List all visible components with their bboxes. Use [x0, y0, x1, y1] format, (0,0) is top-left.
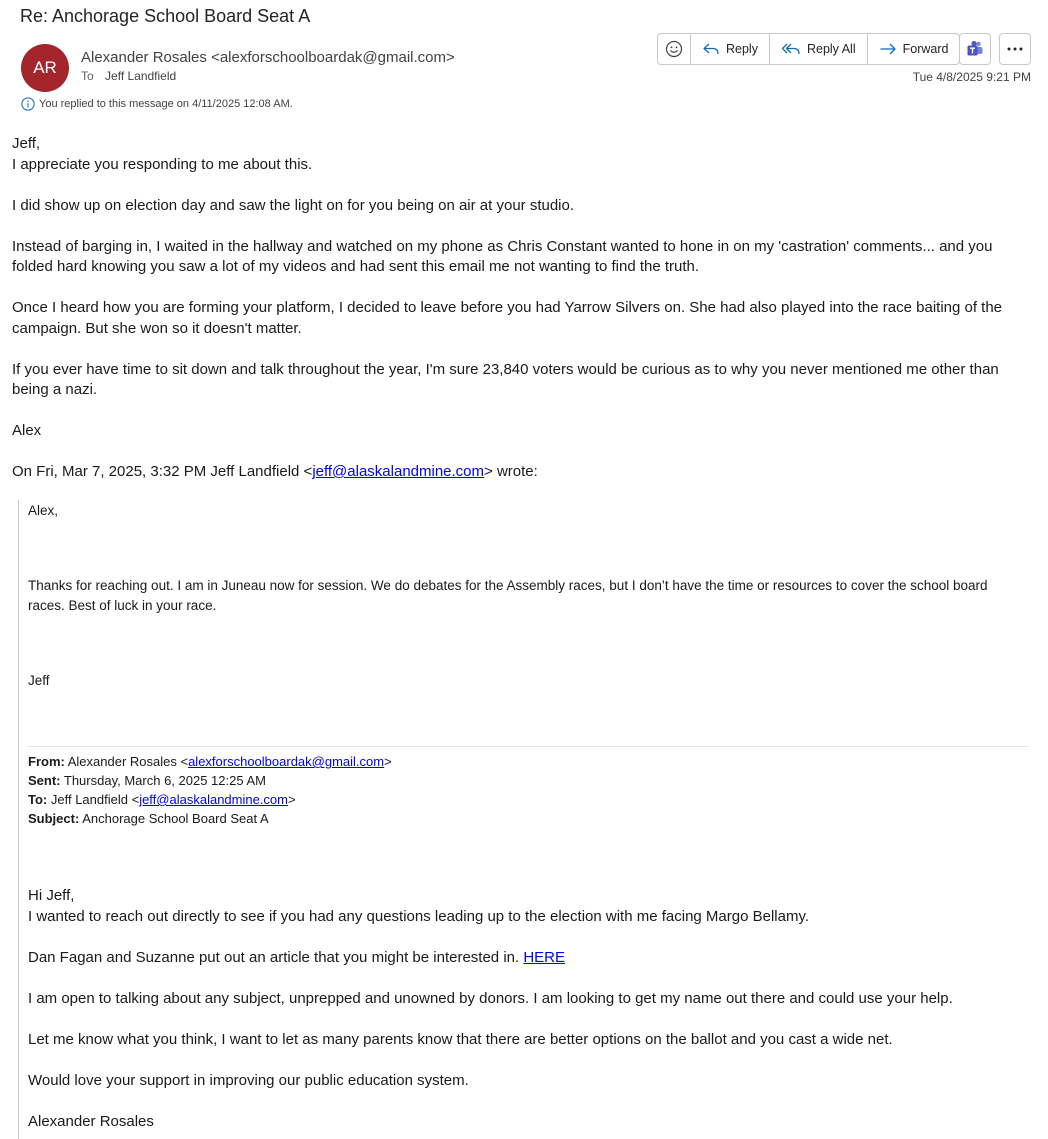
body-paragraph: If you ever have time to sit down and talk throughout the year, I'm sure 23,840 voters would be curious as to why you never mentioned me other than being a nazi.: [12, 360, 999, 398]
subject-value: Anchorage School Board Seat A: [82, 811, 269, 826]
subject-label: Subject:: [28, 811, 80, 826]
reply-all-label: Reply All: [806, 42, 856, 56]
body-paragraph: I appreciate you responding to me about this.: [12, 155, 313, 173]
from-email-link[interactable]: alexforschoolboardak@gmail.com: [188, 754, 385, 769]
teams-icon: [966, 40, 984, 58]
body-paragraph: Once I heard how you are forming your platform, I decided to leave before you had Yarrow Silvers on. She had also played into the race baiting of the campaign. But she won so it doesn't matter.: [12, 299, 1003, 337]
forward-button[interactable]: [868, 34, 960, 64]
original-paragraph: Let me know what you think, I want to let as many parents know that there are better options on the ballot and you cast a wide net.: [28, 1030, 893, 1048]
to-label: To:: [28, 792, 48, 807]
original-paragraph: I am open to talking about any subject, unprepped and unowned by donors. I am looking to get my name out there and could use your help.: [28, 989, 953, 1007]
sent-value: Thursday, March 6, 2025 12:25 AM: [63, 773, 266, 788]
from-text-end: >: [384, 754, 392, 769]
here-link[interactable]: HERE: [523, 948, 566, 966]
replied-notice-text: You replied to this message on 4/11/2025 12:08 AM.: [39, 98, 293, 110]
forward-label: Forward: [902, 42, 949, 56]
header-to: [28, 790, 1028, 809]
original-header: [28, 752, 1028, 828]
from-label: From:: [28, 754, 65, 769]
attribution-text-end: > wrote:: [484, 463, 538, 480]
reply-all-button[interactable]: [770, 34, 868, 64]
original-paragraph: I wanted to reach out directly to see if you had any questions leading up to the election with me facing Margo Bellamy.: [28, 907, 810, 925]
message-body: [12, 134, 1036, 503]
header-from: [28, 752, 1028, 771]
reply-label: Reply: [726, 42, 758, 56]
original-signoff: Alexander Rosales: [28, 1112, 154, 1130]
emoji-icon: [665, 40, 683, 58]
original-paragraph-with-link: [28, 948, 1028, 969]
sender-name[interactable]: Alexander Rosales <alexforschoolboardak@gmail.com>: [81, 49, 455, 66]
teams-share-button[interactable]: [959, 33, 991, 65]
recipient-name[interactable]: Jeff Landfield: [105, 69, 177, 83]
replied-notice: [21, 97, 293, 111]
original-paragraph-text: Dan Fagan and Suzanne put out an article that you might be interested in.: [28, 948, 524, 966]
message-actions-toolbar: [657, 33, 960, 65]
forward-arrow-icon: [879, 41, 897, 57]
body-signoff: Alex: [12, 422, 42, 439]
info-icon: [21, 97, 35, 111]
quote-attribution: [12, 462, 1036, 483]
to-label: To: [81, 69, 94, 83]
received-date: Tue 4/8/2025 9:21 PM: [912, 70, 1031, 84]
email-subject: Re: Anchorage School Board Seat A: [20, 6, 311, 26]
reply-all-icon: [781, 41, 801, 57]
reply-icon: [702, 41, 720, 57]
quoted-text: Thanks for reaching out. I am in Juneau now for session. We do debates for the Assembly races, but I don’t have the time or resources to cover the school board races. Best of luck in your race.: [28, 578, 988, 613]
sent-label: Sent:: [28, 773, 61, 788]
quoted-message: [18, 500, 1031, 1139]
original-greeting: Hi Jeff,: [28, 887, 75, 904]
reaction-button[interactable]: [658, 34, 691, 64]
avatar-initials: AR: [33, 58, 57, 77]
header-subject: [28, 809, 1028, 828]
body-greeting: Jeff,: [12, 135, 41, 152]
recipient-line: [81, 69, 176, 83]
attribution-email-link[interactable]: jeff@alaskalandmine.com: [312, 463, 485, 480]
to-text: Jeff Landfield <: [50, 792, 140, 807]
avatar[interactable]: [21, 44, 69, 92]
body-paragraph: I did show up on election day and saw the light on for you being on air at your studio.: [12, 196, 575, 214]
reply-button[interactable]: [691, 34, 770, 64]
header-sent: [28, 771, 1028, 790]
divider: [28, 746, 1028, 747]
attribution-text: On Fri, Mar 7, 2025, 3:32 PM Jeff Landfield <: [12, 463, 313, 480]
from-text: Alexander Rosales <: [67, 754, 189, 769]
more-actions-button[interactable]: [999, 33, 1031, 65]
quoted-greeting: Alex,: [28, 503, 59, 518]
original-message-body: [28, 886, 1028, 1132]
ellipsis-icon: [1006, 46, 1024, 52]
to-text-end: >: [288, 792, 296, 807]
to-email-link[interactable]: jeff@alaskalandmine.com: [139, 792, 288, 807]
body-paragraph: Instead of barging in, I waited in the hallway and watched on my phone as Chris Constant wanted to hone in on my 'castration' comments... and you folded hard knowing you saw a lot of my videos and had sent this email me not wanting to find the truth.: [12, 237, 993, 275]
quoted-signoff: Jeff: [28, 673, 50, 688]
original-paragraph: Would love your support in improving our public education system.: [28, 1071, 469, 1089]
